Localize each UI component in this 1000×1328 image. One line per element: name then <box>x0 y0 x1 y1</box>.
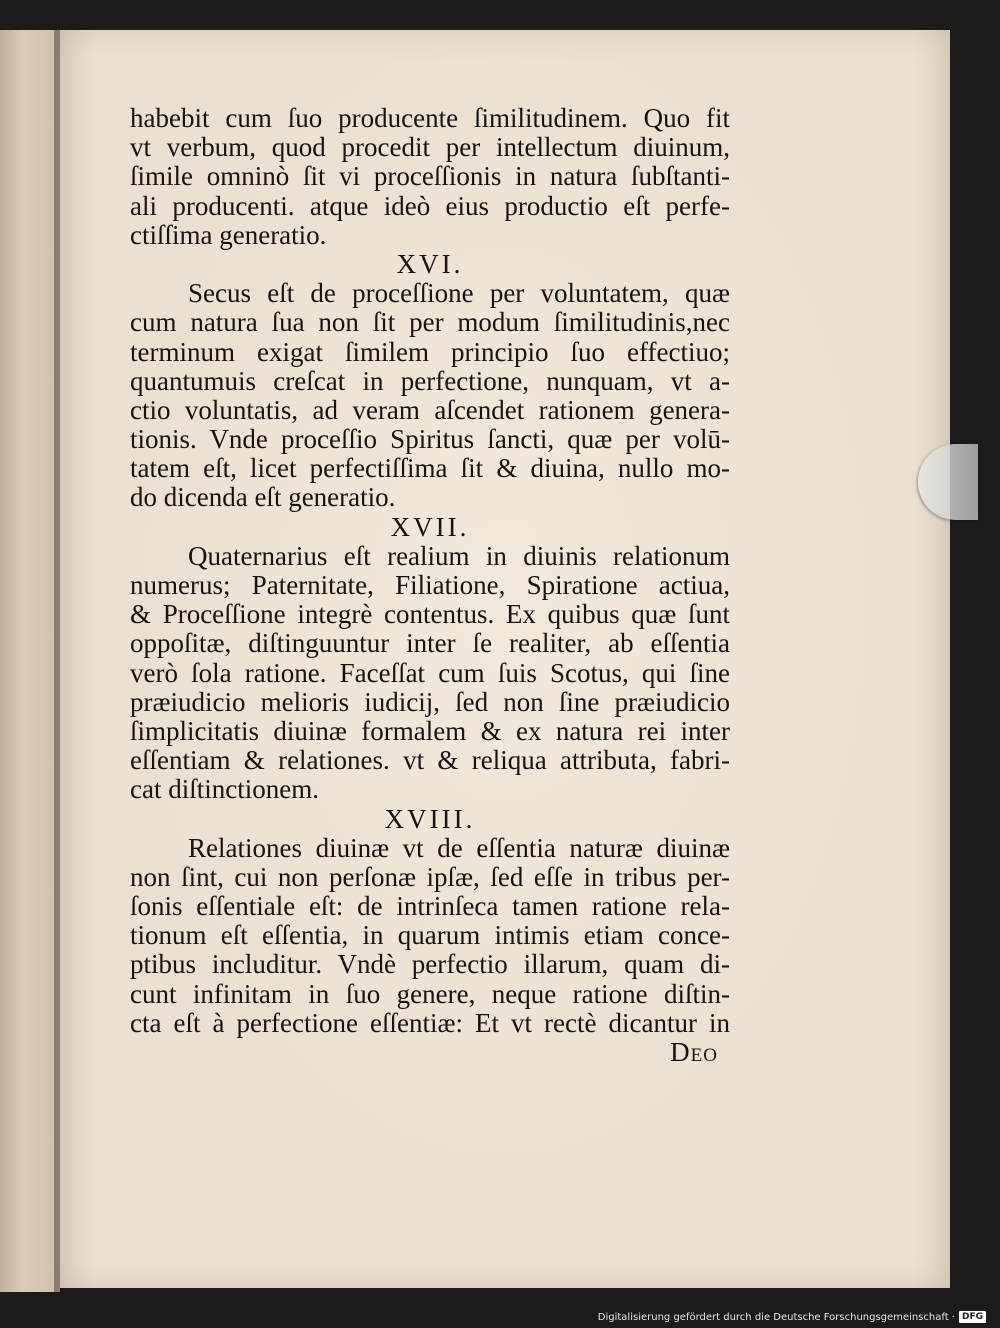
text-line: verò ſola ratione. Faceſſat cum ſuis Scotus, qui ſine <box>130 657 730 688</box>
text-line: numerus; Paternitate, Filiatione, Spiratione actiua, <box>130 570 730 600</box>
section-heading-xvi: XVI. <box>396 248 464 279</box>
text-line: præiudicio melioris iudicij, ſed non ſine præiudicio <box>130 686 730 717</box>
book-backing <box>0 30 56 1292</box>
section-heading-xviii: XVIII. <box>384 803 476 834</box>
text-line: ptibus includitur. Vndè perfectio illarum, quam di- <box>130 949 730 980</box>
section-heading-xvii: XVII. <box>390 511 470 542</box>
text-line: oppoſitæ, diſtinguuntur inter ſe realiter, ab eſſentia <box>130 628 730 659</box>
text-line: terminum exigat ſimilem principio ſuo effectiuo; <box>130 336 730 367</box>
text-line: tatem eſt, licet perfectiſſima ſit & diuina, nullo mo- <box>130 453 730 484</box>
text-line: cat diſtinctionem. <box>130 774 319 805</box>
text-line: ſimplicitatis diuinæ formalem & ex natura rei inter <box>130 715 730 746</box>
text-line: ſimile omninò ſit vi proceſſionis in natura ſubſtanti- <box>130 161 730 192</box>
text-line: cta eſt à perfectione eſſentiæ: Et vt rectè dicantur in <box>130 1007 730 1038</box>
text-line: & Proceſſione integrè contentus. Ex quibus quæ ſunt <box>130 599 730 630</box>
text-line: tionis. Vnde proceſſio Spiritus ſancti, quæ per volū- <box>130 424 730 455</box>
text-line: ſonis eſſentiale eſt: de intrinſeca tamen ratione rela- <box>130 891 730 922</box>
text-line: ctio voluntatis, ad veram aſcendet rationem genera- <box>130 394 730 425</box>
text-line: Quaternarius eſt realium in diuinis relationum <box>188 540 730 571</box>
text-line: vt verbum, quod procedit per intellectum diuinum, <box>130 132 730 163</box>
text-line: non ſint, cui non perſonæ ipſæ, ſed eſſe in tribus per- <box>130 861 730 892</box>
text-line: eſſentiam & relationes. vt & reliqua attributa, fabri- <box>130 745 730 776</box>
text-line: cum natura ſua non ſit per modum ſimilitudinis,nec <box>130 307 730 338</box>
credit-text: Digitalisierung gefördert durch die Deutsche Forschungsgemeinschaft · <box>597 1311 955 1323</box>
text-line: habebit cum ſuo producente ſimilitudinem. Quo fit <box>130 103 730 133</box>
text-line: Relationes diuinæ vt de eſſentia naturæ diuinæ <box>188 832 730 863</box>
text-line: ctiſſima generatio. <box>130 219 327 250</box>
text-line: ali producenti. atque ideò eius productio eſt perfe- <box>130 190 730 221</box>
dfg-logo: DFG <box>959 1311 986 1323</box>
catchword: Deo <box>670 1037 718 1067</box>
text-line: quantumuis creſcat in perfectione, nunquam, vt a- <box>130 365 730 396</box>
page-text <box>130 104 730 1067</box>
digitization-credit <box>590 1309 986 1325</box>
text-line: do dicenda eſt generatio. <box>130 482 396 513</box>
text-line: Secus eſt de proceſſione per voluntatem, quæ <box>188 278 730 309</box>
text-line: tionum eſt eſſentia, in quarum intimis etiam conce- <box>130 920 730 951</box>
text-line: cunt infinitam in ſuo genere, neque ratione diſtin- <box>130 978 730 1009</box>
